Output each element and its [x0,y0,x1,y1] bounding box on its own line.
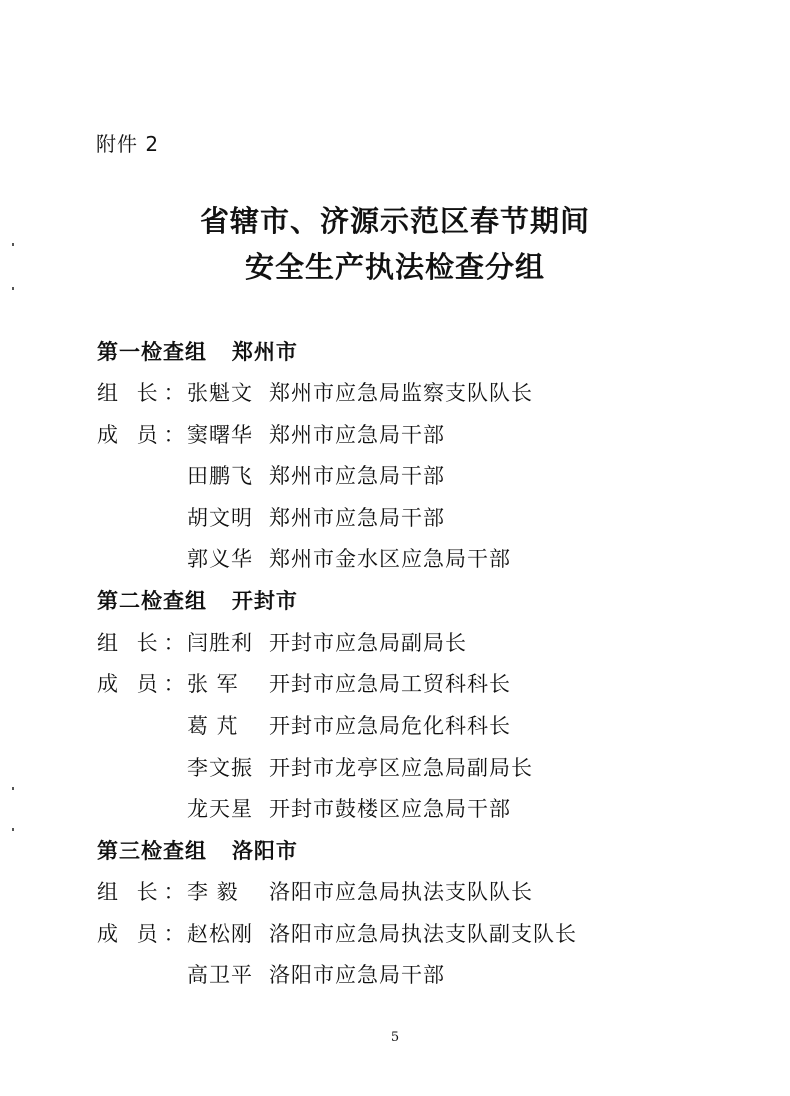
member-position: 开封市应急局危化科科长 [269,714,511,738]
attachment-label: 附件 2 [96,132,160,156]
member-name: 张魁文 [187,381,253,405]
member-role: 组 长： [97,631,191,655]
scan-mark [12,287,14,290]
member-position: 洛阳市应急局执法支队队长 [269,880,533,904]
member-name: 田鹏飞 [187,464,253,488]
page-number: 5 [390,1030,400,1045]
member-position: 郑州市应急局干部 [269,423,445,447]
member-name: 赵松刚 [187,922,253,946]
member-position: 开封市龙亭区应急局副局长 [269,756,533,780]
member-name: 闫胜利 [187,631,253,655]
member-name: 高卫平 [187,963,253,987]
member-role: 成 员： [97,423,191,447]
member-position: 洛阳市应急局执法支队副支队长 [269,922,577,946]
scan-mark [12,787,14,790]
scan-mark [12,243,14,246]
document-title-line-1: 省辖市、济源示范区春节期间 [199,204,590,238]
member-name: 葛 芃 [187,714,239,738]
group-header-1: 第一检查组 郑州市 [97,340,298,364]
member-name: 龙天星 [187,797,253,821]
member-name: 郭义华 [187,547,253,571]
member-role: 组 长： [97,381,191,405]
member-position: 开封市应急局副局长 [269,631,467,655]
member-name: 张 军 [187,672,239,696]
member-position: 洛阳市应急局干部 [269,963,445,987]
member-name: 胡文明 [187,506,253,530]
member-role: 成 员： [97,672,191,696]
member-position: 郑州市应急局干部 [269,506,445,530]
member-name: 李文振 [187,756,253,780]
member-role: 组 长： [97,880,191,904]
document-title-line-2: 安全生产执法检查分组 [244,250,545,284]
member-name: 窦曙华 [187,423,253,447]
group-header-2: 第二检查组 开封市 [97,589,298,613]
scan-mark [12,828,14,831]
member-position: 郑州市金水区应急局干部 [269,547,511,571]
member-position: 开封市应急局工贸科科长 [269,672,511,696]
member-position: 开封市鼓楼区应急局干部 [269,797,511,821]
member-position: 郑州市应急局监察支队队长 [269,381,533,405]
member-position: 郑州市应急局干部 [269,464,445,488]
member-role: 成 员： [97,922,191,946]
member-name: 李 毅 [187,880,239,904]
group-header-3: 第三检查组 洛阳市 [97,839,298,863]
